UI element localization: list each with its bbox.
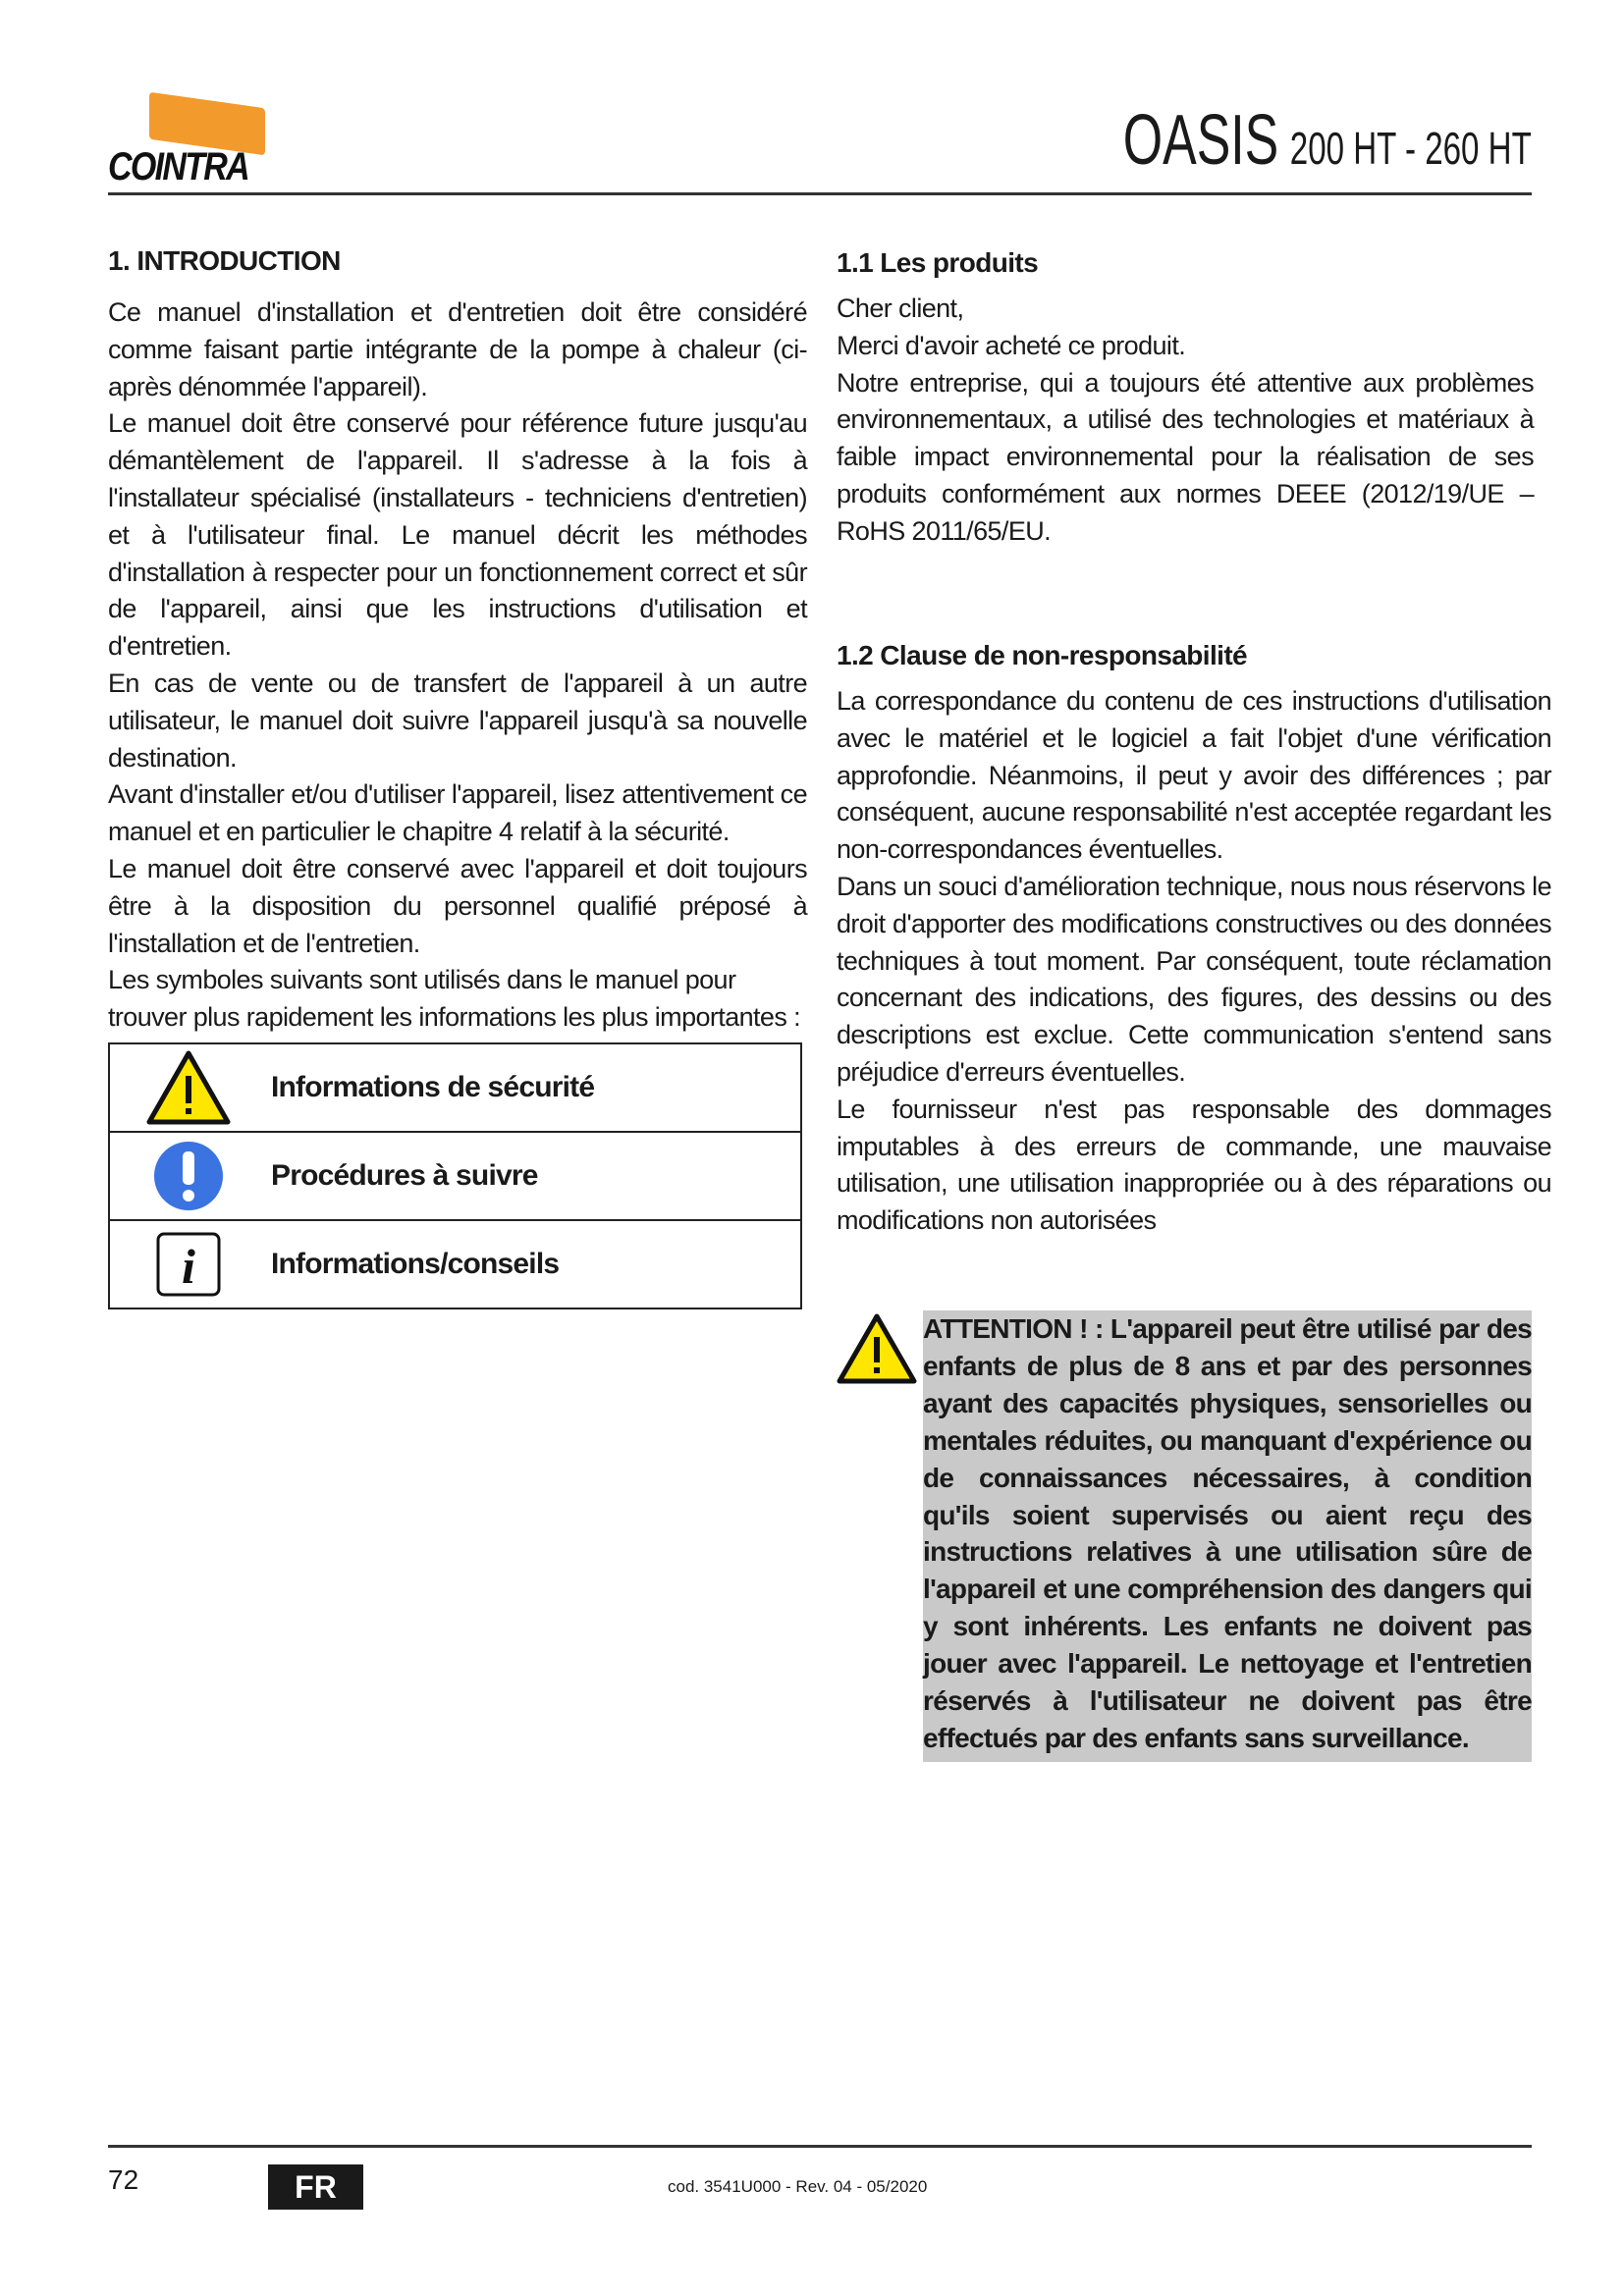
brand-name: COINTRA — [108, 145, 248, 188]
exclamation-circle-icon — [110, 1140, 267, 1212]
symbol-row — [110, 1219, 800, 1308]
footer-divider — [108, 2145, 1532, 2148]
intro-body — [108, 294, 807, 1037]
page-number: 72 — [108, 2164, 139, 2195]
intro-heading: 1. INTRODUCTION — [108, 245, 341, 276]
products-heading: 1.1 Les produits — [837, 247, 1039, 278]
document-code: cod. 3541U000 - Rev. 04 - 05/2020 — [668, 2177, 928, 2196]
symbol-label: Informations de sécurité — [271, 1071, 595, 1103]
info-icon — [110, 1232, 267, 1297]
paragraph: Le manuel doit être conservé avec l'appareil et doit toujours être à la disposition du personnel qualifié préposé à l'installation et de l'entretien. — [108, 853, 807, 958]
warning-triangle-icon — [110, 1050, 267, 1125]
paragraph: Merci d'avoir acheté ce produit. — [837, 330, 1186, 360]
paragraph: Cher client, — [837, 294, 964, 323]
paragraph: Le manuel doit être conservé pour référence future jusqu'au démantèlement de l'appareil. Il s'adresse à la fois à l'installateur spécialisé (installateurs - techniciens d'entretien) et à l'utilisateur final. Le manuel décrit les méthodes d'installation à respecter pour un fonctionnement correct et sûr de l'appareil, ainsi que les instructions d'utilisation et d'entretien. — [108, 408, 807, 662]
language-badge: FR — [268, 2164, 363, 2210]
paragraph: La correspondance du contenu de ces instructions d'utilisation avec le matériel et le logiciel a fait l'objet d'une vérification approfondie. Néanmoins, il peut y avoir des différences ; par conséquent, aucune responsabilité n'est acceptée regardant les non-correspondances éventuelles. — [837, 686, 1551, 865]
paragraph: Le fournisseur n'est pas responsable des dommages imputables à des erreurs de commande, une mauvaise utilisation, une utilisation inappropriée ou à des réparations ou modifications non autorisées — [837, 1094, 1551, 1236]
disclaimer-body — [837, 683, 1551, 1240]
disclaimer-heading: 1.2 Clause de non-responsabilité — [837, 640, 1248, 670]
paragraph: Notre entreprise, qui a toujours été attentive aux problèmes environnementaux, a utilisé des technologies et matériaux à faible impact environnemental pour la réalisation de ses produits conformément aux normes DEEE (2012/19/UE – RoHS 2011/65/EU. — [837, 367, 1534, 546]
paragraph: Les symboles suivants sont utilisés dans le manuel pour trouver plus rapidement les informations les plus importantes : — [108, 965, 801, 1033]
warning-triangle-icon — [837, 1313, 917, 1389]
symbol-label: Informations/conseils — [271, 1248, 560, 1280]
symbol-label: Procédures à suivre — [271, 1159, 538, 1192]
symbol-row — [110, 1131, 800, 1219]
paragraph: Ce manuel d'installation et d'entretien doit être considéré comme faisant partie intégrante de la pompe à chaleur (ci-après dénommée l'appareil). — [108, 297, 807, 401]
svg-text:i: i — [182, 1239, 195, 1294]
symbol-row — [110, 1044, 800, 1131]
product-name: OASIS — [1122, 101, 1279, 180]
paragraph: Avant d'installer et/ou d'utiliser l'appareil, lisez attentivement ce manuel et en particulier le chapitre 4 relatif à la sécurité. — [108, 779, 807, 847]
paragraph: Dans un souci d'amélioration technique, nous nous réservons le droit d'apporter des modifications constructives ou des données techniques à tout moment. Par conséquent, toute réclamation concernant des indications, des figures, des dessins ou des descriptions est exclue. Cette communication s'entend sans préjudice d'erreurs éventuelles. — [837, 871, 1551, 1087]
product-title — [1123, 100, 1532, 181]
products-body — [837, 291, 1534, 551]
attention-notice: ATTENTION ! : L'appareil peut être utilisé par des enfants de plus de 8 ans et par des personnes ayant des capacités physiques, sensorielles ou mentales réduites, ou manquant d'expérience ou de connaissances nécessaires, à condition qu'ils soient supervisés ou aient reçu des instructions relatives à une utilisation sûre de l'appareil et une compréhension des dangers qui y sont inhérents. Les enfants ne doivent pas jouer avec l'appareil. Le nettoyage et l'entretien réservés à l'utilisateur ne doivent pas être effectués par des enfants sans surveillance. — [923, 1310, 1532, 1762]
paragraph: En cas de vente ou de transfert de l'appareil à un autre utilisateur, le manuel doit suivre l'appareil jusqu'à sa nouvelle destination. — [108, 667, 807, 773]
header-divider — [108, 192, 1532, 195]
product-models: 200 HT - 260 HT — [1289, 123, 1532, 174]
symbols-table — [108, 1042, 802, 1309]
